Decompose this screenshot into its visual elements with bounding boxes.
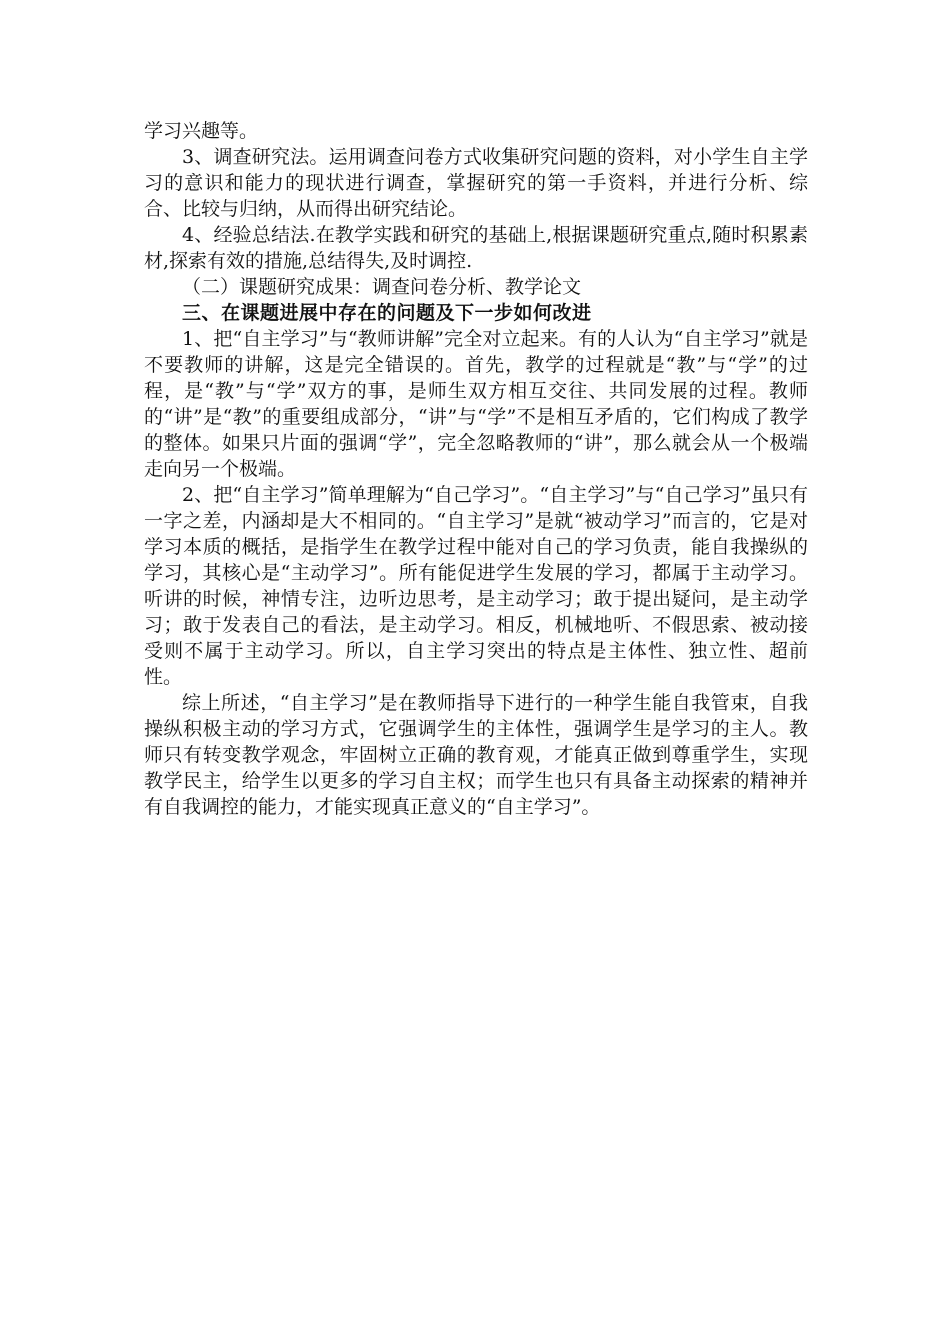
paragraph-survey-method: 3、调查研究法。运用调查问卷方式收集研究问题的资料，对小学生自主学习的意识和能力的现状进行调查，掌握研究的第一手资料，并进行分析、综合、比较与归纳，从而得出研究结论。	[144, 146, 808, 220]
section-heading-problems: 三、在课题进展中存在的问题及下一步如何改进	[182, 302, 592, 324]
paragraph-problem-1: 1、把“自主学习”与“教师讲解”完全对立起来。有的人认为“自主学习”就是不要教师的讲解，这是完全错误的。首先，教学的过程就是“教”与“学”的过程，是“教”与“学”双方的事，是师生双方相互交往、共同发展的过程。教师的“讲”是“教”的重要组成部分，“讲”与“学”不是相互矛盾的，它们构成了教学的整体。如果只片面的强调“学”，完全忽略教师的“讲”，那么就会从一个极端走向另一个极端。	[144, 328, 808, 480]
paragraph-problem-2: 2、把“自主学习”简单理解为“自己学习”。“自主学习”与“自己学习”虽只有一字之差，内涵却是大不相同的。“自主学习”是就“被动学习”而言的，它是对学习本质的概括，是指学生在教学过程中能对自己的学习负责，能自我操纵的学习，其核心是“主动学习”。所有能促进学生发展的学习，都属于主动学习。听讲的时候，神情专注，边听边思考，是主动学习；敢于提出疑问，是主动学习；敢于发表自己的看法，是主动学习。相反，机械地听、不假思索、被动接受则不属于主动学习。所以，自主学习突出的特点是主体性、独立性、超前性。	[144, 484, 808, 688]
document-body	[144, 118, 808, 820]
paragraph-conclusion: 综上所述，“自主学习”是在教师指导下进行的一种学生能自我管束，自我操纵积极主动的学习方式，它强调学生的主体性，强调学生是学习的主人。教师只有转变教学观念，牢固树立正确的教育观，才能真正做到尊重学生，实现教学民主，给学生以更多的学习自主权；而学生也只有具备主动探索的精神并有自我调控的能力，才能实现真正意义的“自主学习”。	[144, 692, 808, 818]
paragraph-experience-method: 4、经验总结法.在教学实践和研究的基础上,根据课题研究重点,随时积累素材,探索有效的措施,总结得失,及时调控.	[144, 224, 808, 272]
paragraph-continuation: 学习兴趣等。	[144, 120, 259, 142]
subheading-research-results: （二）课题研究成果：调查问卷分析、教学论文	[182, 276, 582, 298]
